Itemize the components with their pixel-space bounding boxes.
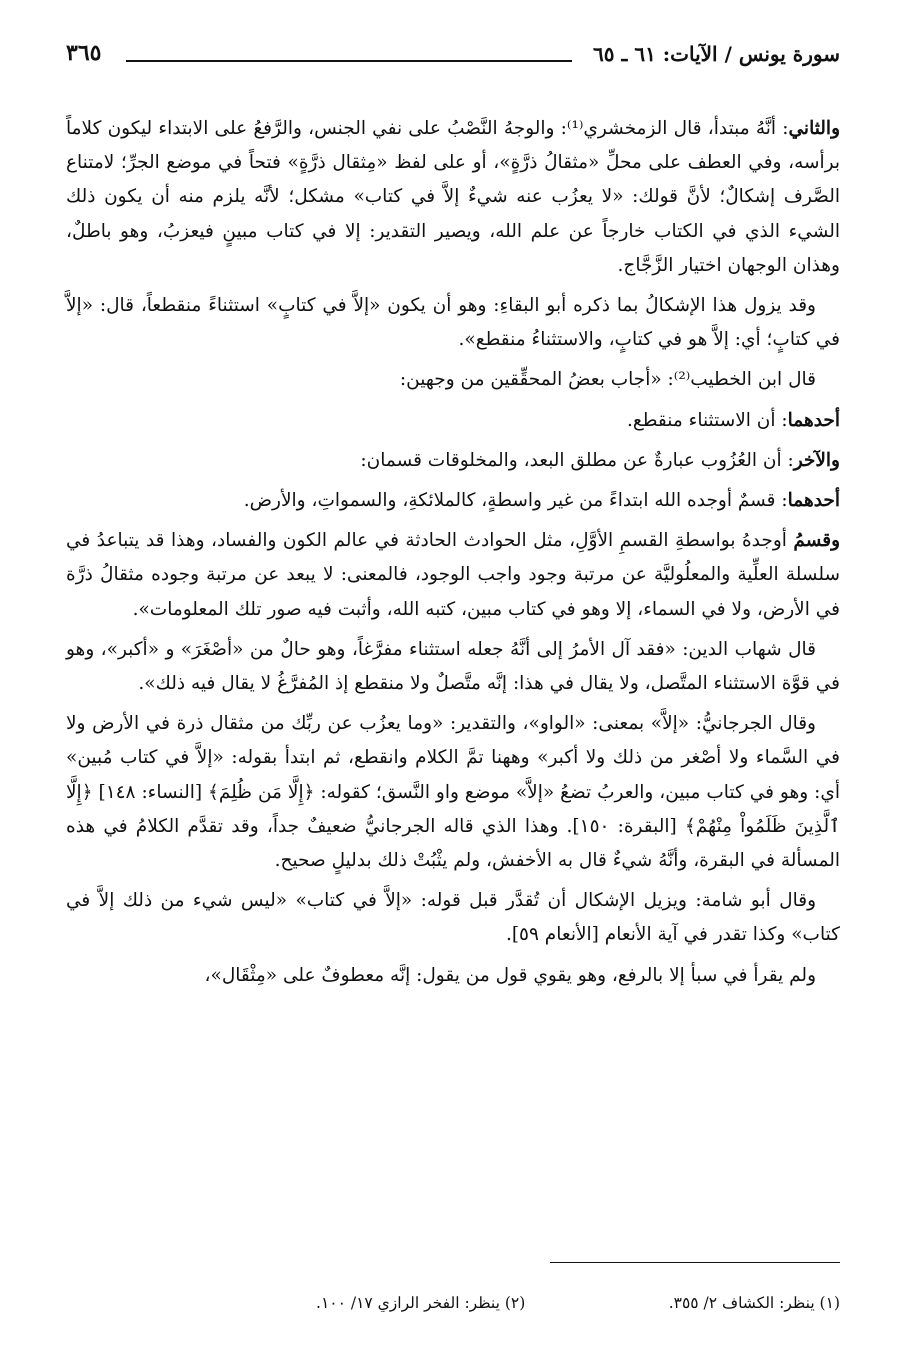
paragraph: [66, 112, 840, 283]
paragraph-lead: والآخر: [793, 449, 840, 471]
paragraph: [66, 884, 840, 952]
paragraph: [66, 524, 840, 627]
paragraph-text: : أنَّهُ مبتدأ، قال الزمخشري⁽¹⁾: والوجهُ النَّصْبُ على نفي الجنس، والرَّفعُ على الابتداء ليكون كلاماً برأسه، وفي العطف على محلِّ «مثقالُ ذرَّةٍ»، أو على لفظ «مِثقال ذرَّةٍ» فتحاً في موضع الجرِّ؛ لامتناع الصَّرف إشكالٌ؛ لأنَّ قولك: «لا يعزُب عنه شيءٌ إلاَّ في كتاب» مشكل؛ لأنَّه يلزم منه أن يكون ذلك الشيء الذي في الكتاب خارجاً عن علم الله، ويصير التقدير: إلا في كتاب مبينٍ فيعزبُ، وهو باطلٌ، وهذان الوجهان اختيار الزَّجَّاج.: [66, 118, 840, 276]
paragraph-lead: أحدهما: [787, 490, 840, 512]
paragraph: [66, 484, 840, 518]
paragraph-text: وقال أبو شامة: ويزيل الإشكال أن تُقدَّر قبل قوله: «إلاَّ في كتاب» «ليس شيء من ذلك إلاَّ في كتاب» وكذا تقدر في آية الأنعام [الأنعام ٥٩].: [66, 890, 840, 946]
paragraph-lead: وقسمُ: [793, 530, 840, 552]
paragraph-text: : قسمٌ أوجده الله ابتداءً من غير واسطةٍ، كالملائكةِ، والسمواتِ، والأرض.: [243, 490, 788, 512]
footnote-2: (٢) ينظر: الفخر الرازي ١٧/ ١٠٠.: [316, 1294, 526, 1312]
paragraph: [66, 363, 840, 397]
paragraph-text: : أن الاستثناء منقطع.: [626, 409, 788, 431]
header-rule: [126, 60, 572, 62]
paragraph-lead: أحدهما: [787, 409, 840, 431]
paragraph: [66, 707, 840, 878]
page-body: [66, 112, 840, 999]
paragraph-text: أوجدهُ بواسطةِ القسمِ الأوَّلِ، مثل الحوادث الحادثة في عالم الكون والفساد، وهذا قد يتباعدُ في سلسلة العلِّية والمعلُوليَّة عن مرتبة وجود واجب الوجود، فالمعنى: لا يبعد عن مرتبة وجوده مثقالُ ذرَّة في الأرض، ولا في السماء، إلا وهو في كتاب مبين، كتبه الله، وأثبت فيه صور تلك المعلومات».: [66, 530, 840, 620]
paragraph-text: : أن العُزُوب عبارةٌ عن مطلق البعد، والمخلوقات قسمان:: [360, 449, 794, 471]
paragraph-text: ولم يقرأ في سبأ إلا بالرفع، وهو يقوي قول من يقول: إنَّه معطوفٌ على «مِثْقَال»،: [204, 964, 816, 986]
paragraph-text: قال شهاب الدين: «فقد آل الأمرُ إلى أنَّهُ جعله استثناء مفرَّغاً، وهو حالٌ من «أصْغَرَ» و «أكبر»، وهو في قوَّة الاستثناء المتَّصل، ولا يقال في هذا: إنَّه متَّصلٌ ولا منقطع إذ المُفرَّغُ لا يقال فيه ذلك».: [66, 638, 840, 695]
paragraph-text: قال ابن الخطيب⁽²⁾: «أجاب بعضُ المحقِّقين من وجهين:: [399, 369, 816, 391]
running-title: سورة يونس / الآيات: ٦١ ـ ٦٥: [593, 42, 840, 66]
paragraph: [66, 633, 840, 701]
footnotes: [66, 1294, 840, 1312]
paragraph: [66, 289, 840, 357]
page-number: ٣٦٥: [66, 40, 102, 66]
paragraph-lead: والثاني: [788, 118, 840, 139]
paragraph: [66, 404, 840, 438]
page-header: [66, 40, 840, 80]
paragraph: [66, 959, 840, 993]
footnote-rule: [550, 1262, 840, 1263]
paragraph-text: وقال الجرجانيُّ: «إلاَّ» بمعنى: «الواو»، والتقدير: «وما يعزُب عن ربِّك من مثقال ذرة في الأرض ولا في السَّماء ولا أصْغر من ذلك ولا أكبر» وههنا تمَّ الكلام وانقطع، ثم ابتدأ بقوله: «إلاَّ في كتاب مُبين» أي: وهو في كتاب مبين، والعربُ تضعُ «إلاَّ» موضع واو النَّسق؛ كقوله: ﴿إِلَّا مَن ظُلِمَ﴾ [النساء: ١٤٨] ﴿إِلَّا ٱلَّذِينَ ظَلَمُواْ مِنْهُمْ﴾ [البقرة: ١٥٠]. وهذا الذي قاله الجرجانيُّ ضعيفٌ جداً، وقد تقدَّم الكلامُ في هذه المسألة في البقرة، وأنَّهُ شيءٌ قال به الأخفش، ولم يثْبُتْ ذلك بدليلٍ صحيح.: [66, 713, 841, 872]
footnote-1: (١) ينظر: الكشاف ٢/ ٣٥٥.: [668, 1294, 840, 1312]
paragraph-text: وقد يزول هذا الإشكالُ بما ذكره أبو البقاءِ: وهو أن يكون «إلاَّ في كتابٍ» استثناءً منقطعاً، قال: «إلاَّ في كتابٍ؛ أي: إلاَّ هو في كتابٍ، والاستثناءُ منقطع».: [66, 295, 840, 351]
paragraph: [66, 444, 840, 478]
